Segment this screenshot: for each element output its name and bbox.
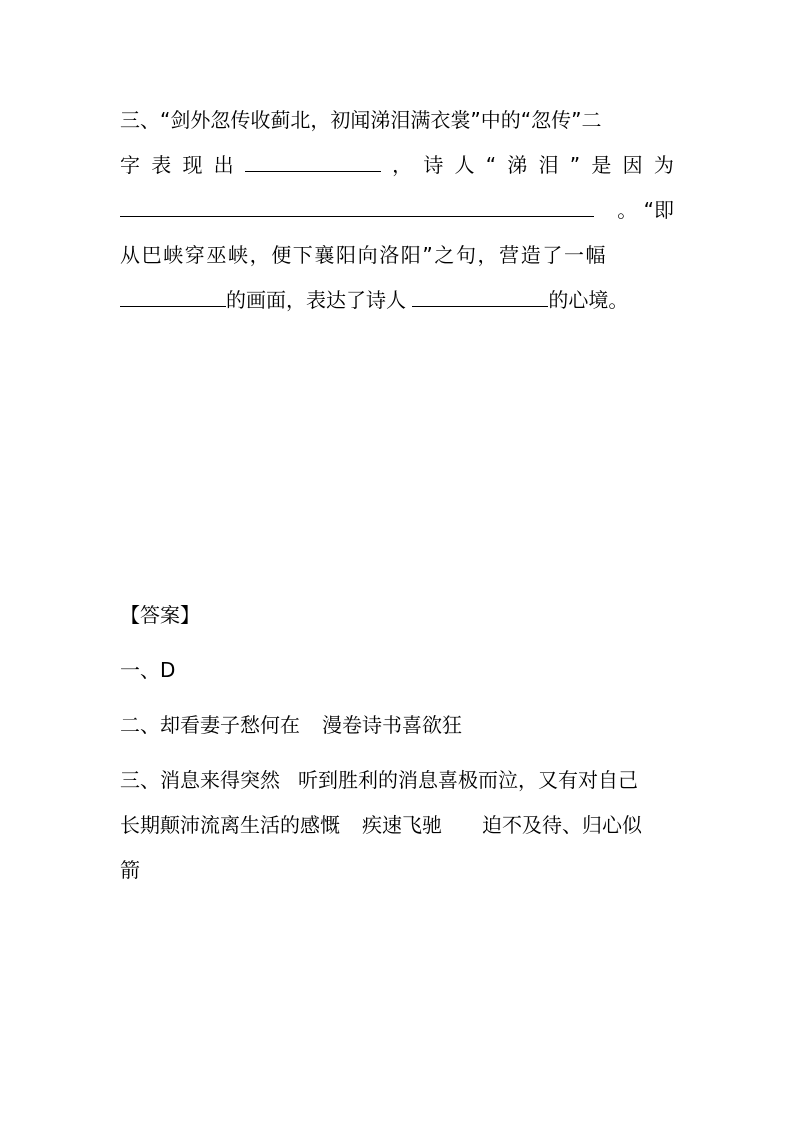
question-char: 现 bbox=[182, 153, 203, 177]
question-char: 字 bbox=[120, 153, 140, 177]
question-line-1 bbox=[120, 106, 674, 134]
question-char: 是 bbox=[591, 153, 612, 177]
fill-blank-2[interactable] bbox=[120, 196, 594, 217]
question-char: “ bbox=[485, 153, 497, 177]
fill-blank-1[interactable] bbox=[245, 151, 381, 172]
fill-blank-4[interactable] bbox=[412, 286, 548, 307]
question-text: 的画面，表达了诗人 bbox=[226, 288, 406, 312]
question-char: 为 bbox=[653, 153, 674, 177]
answer-text: 听到胜利的消息喜极而泣，又有对自己 bbox=[298, 768, 638, 792]
question-char: 表 bbox=[151, 153, 172, 177]
fill-blank-3[interactable] bbox=[120, 286, 226, 307]
answer-header-text: 【答案】 bbox=[120, 603, 200, 627]
answer-text: 迫不及待、归心似 bbox=[482, 813, 642, 837]
question-char: 泪 bbox=[538, 153, 559, 177]
question-char: ， bbox=[392, 153, 413, 177]
answer-text: 疾速飞驰 bbox=[362, 813, 442, 837]
question-line-2 bbox=[120, 151, 674, 179]
question-line-4 bbox=[120, 241, 674, 269]
question-char: 诗 bbox=[423, 153, 444, 177]
answer-text: 三、消息来得突然 bbox=[120, 768, 280, 792]
question-line-3 bbox=[120, 196, 674, 224]
answer-text: 漫卷诗书喜欲狂 bbox=[322, 713, 462, 737]
question-char: ” bbox=[569, 153, 581, 177]
answer-header bbox=[120, 601, 674, 629]
answer-text: 箭 bbox=[120, 858, 140, 882]
answer-line-2 bbox=[120, 711, 674, 739]
answer-text: 长期颠沛流离生活的感慨 bbox=[120, 813, 340, 837]
answer-text: 二、却看妻子愁何在 bbox=[120, 713, 300, 737]
question-text: 三、“剑外忽传收蓟北，初闻涕泪满衣裳”中的“忽传”二 bbox=[120, 108, 602, 132]
question-char: 人 bbox=[454, 153, 475, 177]
question-text: 。 “即 bbox=[617, 198, 674, 222]
question-char: 出 bbox=[213, 153, 234, 177]
answer-text: 一、D bbox=[120, 658, 176, 682]
answer-line-3 bbox=[120, 766, 674, 794]
question-text: 从巴峡穿巫峡，便下襄阳向洛阳”之句，营造了一幅 bbox=[120, 243, 608, 267]
answer-line-1 bbox=[120, 656, 674, 684]
question-line-5 bbox=[120, 286, 674, 314]
answer-line-4 bbox=[120, 811, 674, 839]
answer-line-5 bbox=[120, 856, 674, 884]
question-text: 的心境。 bbox=[548, 288, 629, 312]
question-char: 涕 bbox=[507, 153, 528, 177]
question-char: 因 bbox=[622, 153, 643, 177]
